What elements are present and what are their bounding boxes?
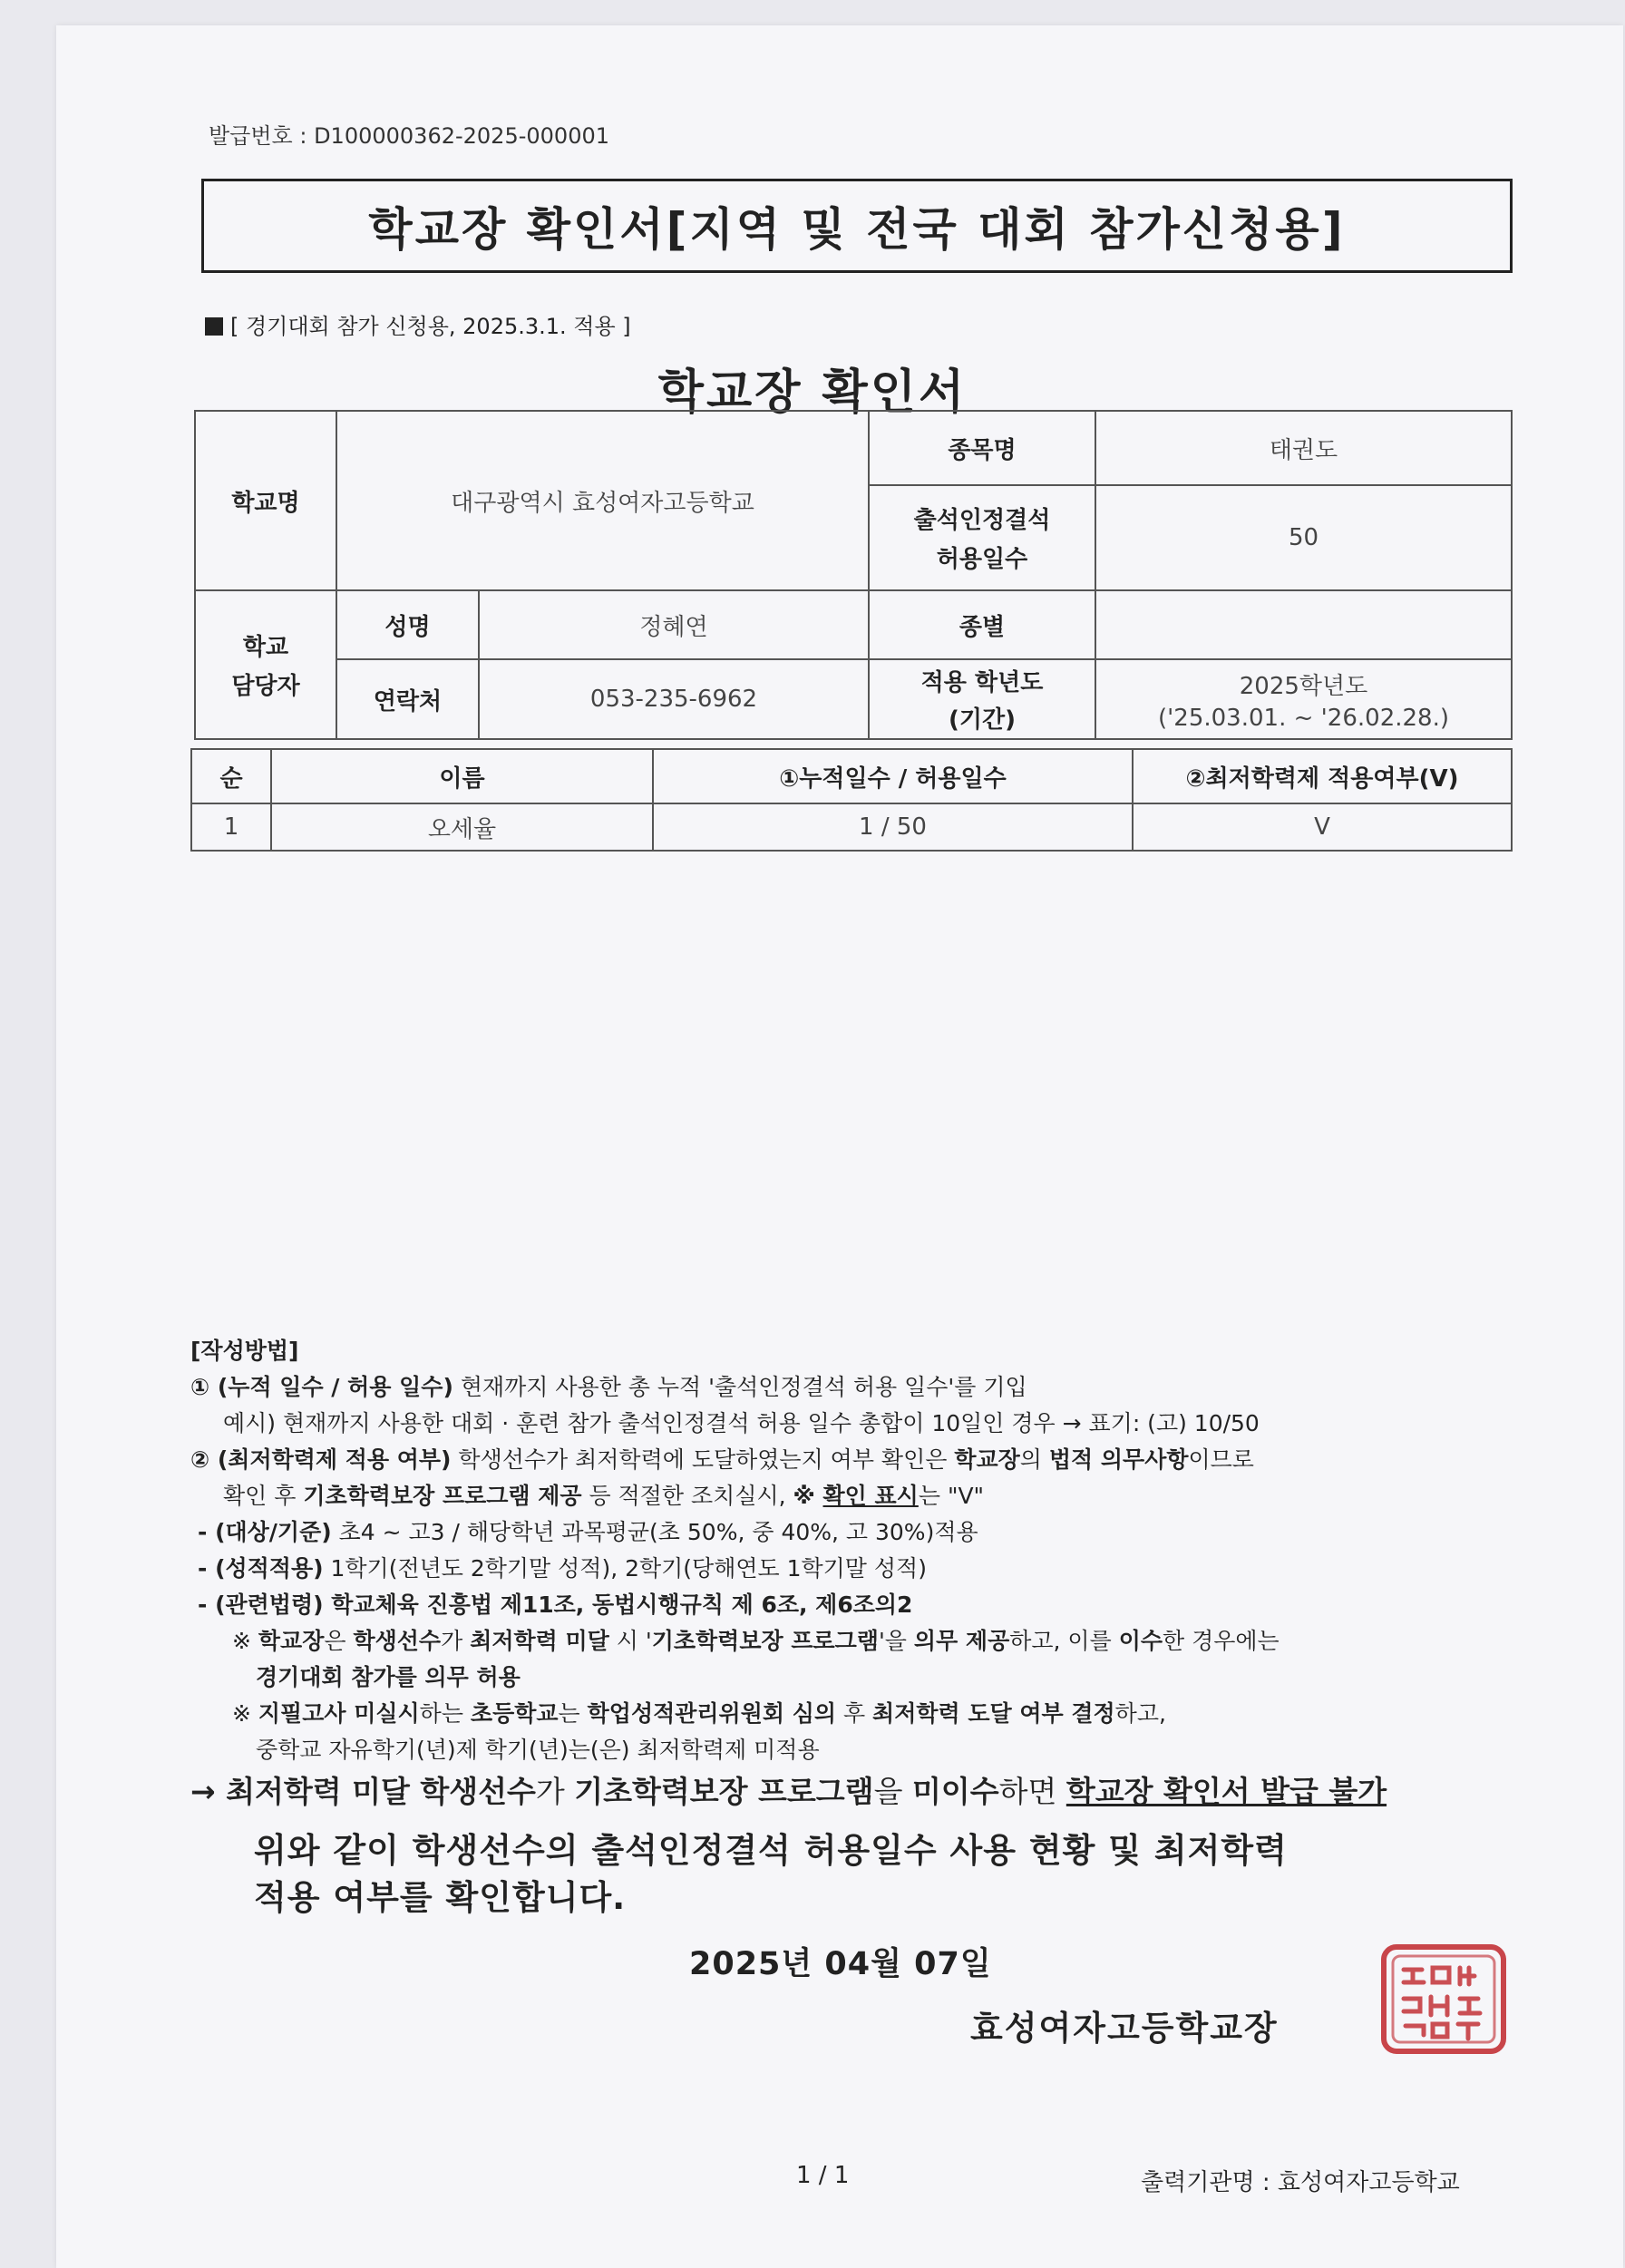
guide-heading: [작성방법] xyxy=(190,1338,299,1364)
year-value xyxy=(1095,659,1512,739)
school-value: 대구광역시 효성여자고등학교 xyxy=(336,411,869,590)
row-min-grade: V xyxy=(1133,803,1512,851)
confirmation-statement xyxy=(254,1827,1288,1922)
name-value: 정혜연 xyxy=(479,590,869,659)
table-row xyxy=(191,803,1512,851)
application-subline xyxy=(205,308,631,340)
year-label-line-1: 적용 학년도 xyxy=(920,669,1044,696)
year-value-line-1: 2025학년도 xyxy=(1239,672,1368,700)
category-value xyxy=(1095,590,1512,659)
guide-line-9: 경기대회 참가를 의무 허용 xyxy=(256,1664,521,1690)
guide-line-10: ※ 지필고사 미실시하는 초등학교는 학업성적관리위원회 심의 후 최저학력 도달 여부 결정하고, xyxy=(232,1700,1166,1727)
guide-line-5: - (대상/기준) 초4 ~ 고3 / 해당학년 과목평균(초 50%, 중 40%, 고 30%)적용 xyxy=(198,1519,978,1545)
subline-text: [ 경기대회 참가 신청용, 2025.3.1. 적용 ] xyxy=(230,314,631,339)
year-label-line-2: (기간) xyxy=(949,706,1016,734)
manager-label-line-1: 학교 xyxy=(242,634,289,661)
row-days: 1 / 50 xyxy=(653,803,1133,851)
school-label: 학교명 xyxy=(195,411,336,590)
contact-label: 연락처 xyxy=(336,659,479,739)
guide-line-3: ② (최저학력제 적용 여부) 학생선수가 최저학력에 도달하였는지 여부 확인은 학교장의 법적 의무사항이므로 xyxy=(190,1446,1254,1473)
document-title: 학교장 확인서 xyxy=(657,365,968,420)
info-table xyxy=(194,410,1513,740)
row-order: 1 xyxy=(191,803,271,851)
year-value-line-2: ('25.03.01. ~ '26.02.28.) xyxy=(1158,704,1449,732)
page-number: 1 / 1 xyxy=(796,2162,850,2189)
column-header-order: 순 xyxy=(191,749,271,803)
guide-line-11: 중학교 자유학기(년)제 학기(년)는(은) 최저학력제 미적용 xyxy=(256,1737,820,1763)
main-title: 학교장 확인서[지역 및 전국 대회 참가신청용] xyxy=(201,179,1513,273)
manager-label xyxy=(195,590,336,739)
guide-line-8: ※ 학교장은 학생선수가 최저학력 미달 시 '기초학력보장 프로그램'을 의무 제공하고, 이를 이수한 경우에는 xyxy=(232,1628,1280,1654)
absence-label-line-1: 출석인정결석 xyxy=(913,507,1051,534)
guide-line-6: - (성적적용) 1학기(전년도 2학기말 성적), 2학기(당해연도 1학기말 성적) xyxy=(198,1555,927,1582)
absence-days-value: 50 xyxy=(1095,485,1512,590)
name-label: 성명 xyxy=(336,590,479,659)
issue-date: 2025년 04월 07일 xyxy=(689,1946,992,1982)
guide-warning-line: → 최저학력 미달 학생선수가 기초학력보장 프로그램을 미이수하면 학교장 확인서 발급 불가 xyxy=(190,1774,1387,1809)
category-label: 종별 xyxy=(869,590,1095,659)
column-header-min-grade: ②최저학력제 적용여부(V) xyxy=(1133,749,1512,803)
guide-line-4: 확인 후 기초학력보장 프로그램 제공 등 적절한 조치실시, ※ 확인 표시는 "V" xyxy=(223,1483,985,1509)
absence-days-label xyxy=(869,485,1095,590)
guide-line-2: 예시) 현재까지 사용한 대회 · 훈련 참가 출석인정결석 허용 일수 총합이 10일인 경우 → 표기: (고) 10/50 xyxy=(223,1410,1260,1436)
guide-line-1: ① (누적 일수 / 허용 일수) 현재까지 사용한 총 누적 '출석인정결석 허용 일수'를 기입 xyxy=(190,1374,1027,1400)
confirm-line-1: 위와 같이 학생선수의 출석인정결석 허용일수 사용 현황 및 최저학력 xyxy=(254,1831,1288,1870)
year-label xyxy=(869,659,1095,739)
column-header-name: 이름 xyxy=(271,749,653,803)
row-name: 오세율 xyxy=(271,803,653,851)
column-header-days: ①누적일수 / 허용일수 xyxy=(653,749,1133,803)
school-seal-icon xyxy=(1378,1942,1510,2056)
sport-label: 종목명 xyxy=(869,411,1095,485)
issue-number: 발급번호 : D100000362-2025-000001 xyxy=(209,123,610,149)
square-bullet-icon xyxy=(205,317,223,336)
guide-line-7: - (관련법령) 학교체육 진흥법 제11조, 동법시행규칙 제 6조, 제6조의2 xyxy=(198,1591,913,1618)
student-table xyxy=(190,748,1513,852)
writing-guide xyxy=(190,1333,1533,1810)
absence-label-line-2: 허용일수 xyxy=(936,546,1028,573)
sport-value: 태권도 xyxy=(1095,411,1512,485)
contact-value: 053-235-6962 xyxy=(479,659,869,739)
print-organization: 출력기관명 : 효성여자고등학교 xyxy=(1141,2169,1460,2196)
confirm-line-2: 적용 여부를 확인합니다. xyxy=(254,1878,627,1917)
manager-label-line-2: 담당자 xyxy=(231,673,300,700)
principal-signature: 효성여자고등학교장 xyxy=(970,2009,1279,2048)
